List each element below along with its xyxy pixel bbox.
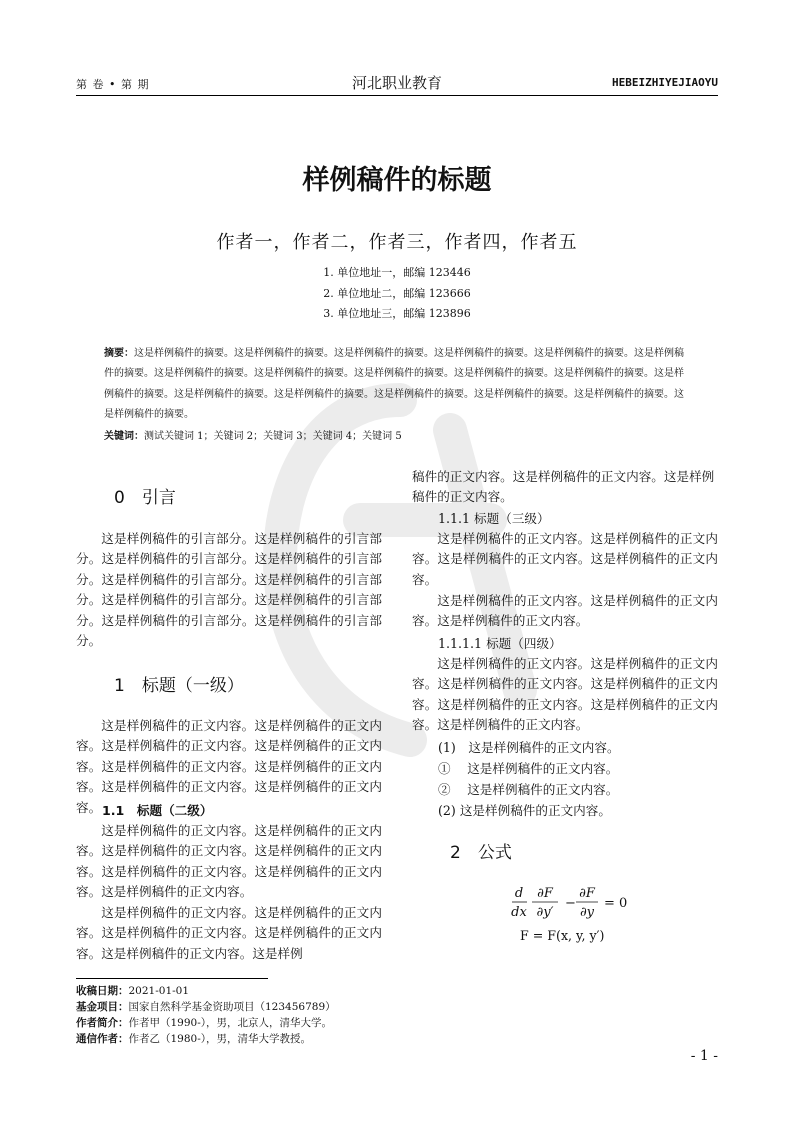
affiliation-3: 3. 单位地址三，邮编 123896 [323,307,471,320]
section-0-title: 0 引言 [114,488,176,508]
section-0-body: 这是样例稿件的引言部分。这是样例稿件的引言部分。这是样例稿件的引言部分。这是样例稿件的引言部分。这是样例稿件的引言部分。这是样例稿件的引言部分。这是样例稿件的引言部分。这是样例稿件的引言部分。这是样例稿件的引言部分。这是样例稿件的引言部分。 [76,531,382,649]
svg-text:∂F: ∂F [537,886,553,901]
section-1-1-1-1-body: 这是样例稿件的正文内容。这是样例稿件的正文内容。这是样例稿件的正文内容。这是样例稿件的正文内容。这是样例稿件的正文内容。这是样例稿件的正文内容。这是样例稿件的正文内容。 [412,656,718,733]
section-1-1-1-title: 1.1.1 标题（三级） [438,511,550,526]
abstract-label: 摘要： [104,348,134,359]
abstract [104,344,692,426]
list-item-4: (2) 这是样例稿件的正文内容。 [438,803,611,818]
journal-name: 河北职业教育 [351,74,442,92]
running-header [76,74,718,94]
list-item-1: (1) 这是样例稿件的正文内容。 [438,740,620,755]
list-item-3: ② 这是样例稿件的正文内容。 [438,782,619,797]
svg-text:−: − [565,896,576,911]
equation-euler-lagrange [508,884,638,924]
section-1-1-1-1-title: 1.1.1.1 标题（四级） [438,636,562,651]
svg-text:∂y′: ∂y′ [536,905,554,920]
svg-text:∂F: ∂F [579,886,595,901]
section-2-title: 2 公式 [450,843,512,863]
footnote-author-bio: 作者简介：作者甲（1990-），男，北京人，清华大学。 [76,1017,333,1029]
page-number: - 1 - [690,1048,718,1064]
affiliation-1: 1. 单位地址一，邮编 123446 [323,266,471,279]
author-list: 作者一，作者二，作者三，作者四，作者五 [216,232,578,253]
keywords-label: 关键词： [104,431,144,442]
section-1-1-1-body-1: 这是样例稿件的正文内容。这是样例稿件的正文内容。这是样例稿件的正文内容。这是样例稿件的正文内容。 [412,531,718,587]
section-1-1-body-1: 这是样例稿件的正文内容。这是样例稿件的正文内容。这是样例稿件的正文内容。这是样例稿件的正文内容。这是样例稿件的正文内容。这是样例稿件的正文内容。这是样例稿件的正文内容。 [76,823,382,900]
svg-text:d: d [514,886,524,901]
keywords [104,427,692,442]
footnote-received: 收稿日期：2021-01-01 [76,985,190,997]
footnote-fund: 基金项目：国家自然科学基金资助项目（123456789） [76,1001,336,1013]
section-1-1-body-2: 这是样例稿件的正文内容。这是样例稿件的正文内容。这是样例稿件的正文内容。这是样例稿件的正文内容。这是样例稿件的正文内容。这是样例 [76,905,382,961]
section-1-title: 1 标题（一级） [114,676,244,696]
svg-text:∂y: ∂y [579,905,595,920]
svg-text:= 0: = 0 [604,896,628,911]
keywords-text: 测试关键词 1；关键词 2；关键词 3；关键词 4；关键词 5 [144,431,402,442]
issue-label: 第 卷 • 第 期 [76,78,150,91]
affiliation-2: 2. 单位地址二，邮编 123666 [323,287,471,300]
section-1-body: 这是样例稿件的正文内容。这是样例稿件的正文内容。这是样例稿件的正文内容。这是样例稿件的正文内容。这是样例稿件的正文内容。这是样例稿件的正文内容。这是样例稿件的正文内容。这是样例稿件的正文内容。 [76,718,382,815]
paper-title: 样例稿件的标题 [302,165,492,196]
svg-text:dx: dx [511,905,527,920]
journal-pinyin: HEBEIZHIYEJIAOYU [612,76,718,89]
section-1-1-1-body-2: 这是样例稿件的正文内容。这是样例稿件的正文内容。这是样例稿件的正文内容。 [412,593,718,629]
section-1-1-title: 1.1 标题（二级） [102,803,213,818]
header-rule [76,95,718,96]
list-item-2: ① 这是样例稿件的正文内容。 [438,761,619,776]
footnote-rule [76,978,268,979]
continued-text: 稿件的正文内容。这是样例稿件的正文内容。这是样例稿件的正文内容。 [412,469,715,505]
equation-function: F = F(x, y, y′) [520,928,605,943]
footnotes [76,983,406,1047]
footnote-corresponding: 通信作者：作者乙（1980-），男，清华大学教授。 [76,1033,312,1045]
abstract-text: 这是样例稿件的摘要。这是样例稿件的摘要。这是样例稿件的摘要。这是样例稿件的摘要。这是样例稿件的摘要。这是样例稿件的摘要。这是样例稿件的摘要。这是样例稿件的摘要。这是样例稿件的摘要。这是样例稿件的摘要。这是样例稿件的摘要。这是样例稿件的摘要。这是样例稿件的摘要。这是样例稿件的摘要。这是样例稿件的摘要。这是样例稿件的摘要。这是样例稿件的摘要。这是样例稿件的摘要。 [104,348,684,421]
